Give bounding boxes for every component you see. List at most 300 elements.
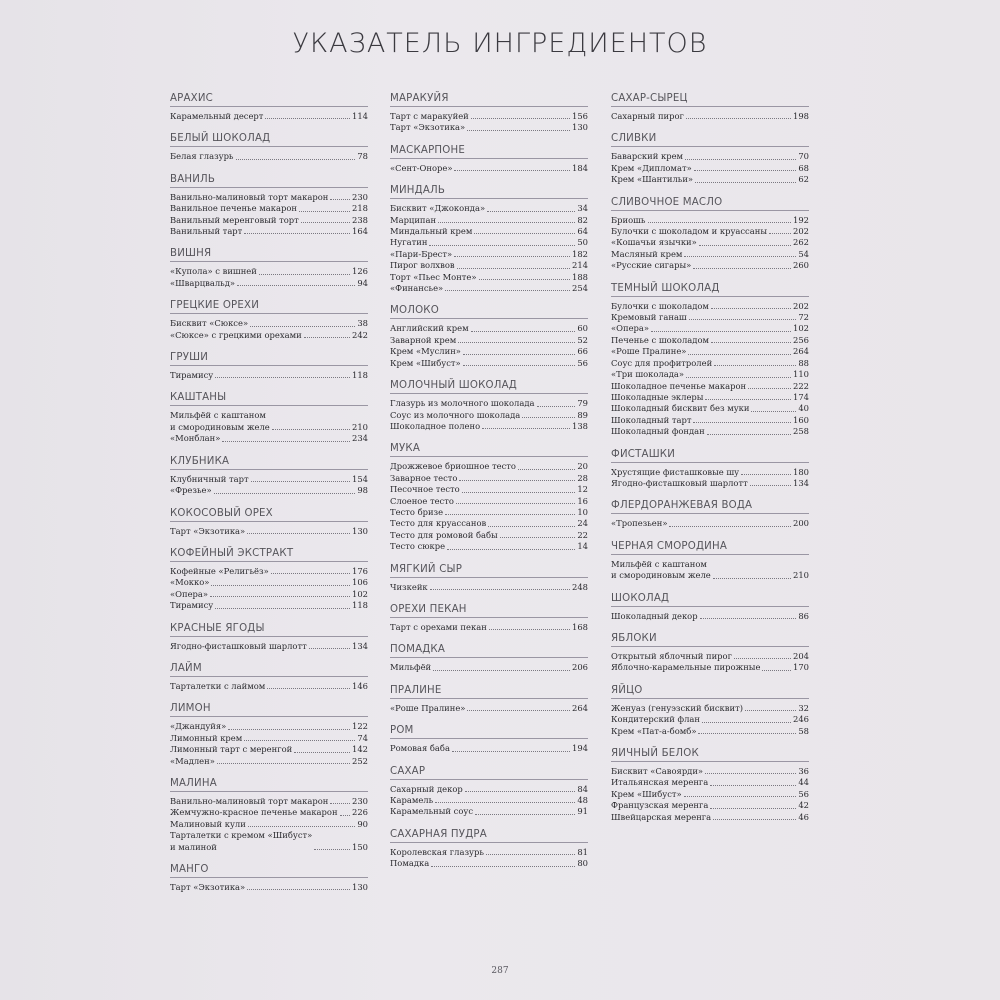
index-entry [611, 777, 809, 788]
entry-name: Малиновый кули [170, 818, 246, 829]
index-entry [611, 163, 809, 174]
entry-page-number: 130 [572, 122, 588, 133]
entry-page-number: 106 [352, 577, 368, 588]
page-number: 287 [491, 966, 509, 976]
index-entry [611, 335, 809, 346]
dot-leader [711, 308, 791, 309]
index-entry [611, 301, 809, 312]
section-heading: МУКА [390, 442, 588, 457]
dot-leader [710, 808, 796, 809]
index-entry [390, 622, 588, 633]
entry-page-number: 28 [577, 472, 588, 483]
index-entry [170, 733, 368, 744]
index-entry [170, 370, 368, 381]
index-entry [611, 215, 809, 226]
section-heading: РОМ [390, 724, 588, 739]
entry-name: «Мадлен» [170, 755, 215, 766]
entry-page-number: 214 [572, 260, 588, 271]
entry-name: Крем «Шибуст» [390, 357, 461, 368]
entry-page-number: 134 [352, 640, 368, 651]
entry-page-number: 102 [793, 323, 809, 334]
entry-name: Шоколадные эклеры [611, 391, 704, 402]
index-section [390, 304, 588, 369]
index-section [170, 132, 368, 162]
index-section [170, 455, 368, 497]
entry-page-number: 182 [572, 248, 588, 259]
entry-page-number: 81 [577, 846, 588, 857]
entry-name: Крем «Дипломат» [611, 162, 692, 173]
entry-name: Французская меренга [611, 800, 709, 811]
dot-leader [522, 417, 575, 418]
entry-page-number: 56 [577, 357, 588, 368]
dot-leader [537, 406, 576, 407]
entry-name: «Мокко» [170, 577, 210, 588]
index-entry [170, 600, 368, 611]
dot-leader [694, 170, 797, 171]
index-entry [390, 518, 588, 529]
index-entry [390, 703, 588, 714]
dot-leader [447, 549, 575, 550]
entry-name: Ромовая баба [390, 743, 450, 754]
index-section [390, 92, 588, 134]
section-heading: МОЛОЧНЫЙ ШОКОЛАД [390, 379, 588, 394]
entry-name: Шоколадный тарт [611, 414, 692, 425]
entry-name: «Сент-Оноре» [390, 162, 453, 173]
entry-page-number: 20 [577, 461, 588, 472]
section-heading: ОРЕХИ ПЕКАН [390, 603, 588, 618]
index-entry [390, 858, 588, 869]
index-entry [390, 215, 588, 226]
dot-leader [714, 365, 796, 366]
dot-leader [489, 629, 570, 630]
dot-leader [210, 596, 350, 597]
entry-page-number: 188 [572, 271, 588, 282]
section-heading: МЯГКИЙ СЫР [390, 563, 588, 578]
index-entry [611, 559, 809, 582]
entry-name: Булочки с шоколадом и круассаны [611, 226, 767, 237]
entry-name: Кондитерский флан [611, 714, 700, 725]
entry-page-number: 264 [793, 346, 809, 357]
entry-page-number: 88 [798, 357, 809, 368]
dot-leader [750, 485, 791, 486]
index-entry [390, 249, 588, 260]
index-section [611, 132, 809, 185]
entry-page-number: 64 [577, 226, 588, 237]
entry-name: «Три шоколада» [611, 369, 685, 380]
entry-name: «Джандуйя» [170, 721, 227, 732]
entry-name: Сахарный пирог [611, 111, 684, 121]
index-entry [390, 582, 588, 593]
entry-page-number: 12 [577, 484, 588, 495]
entry-name: Ванильно-малиновый торт макарон [170, 795, 329, 806]
entry-page-number: 194 [572, 743, 588, 754]
dot-leader [487, 211, 575, 212]
index-entry [170, 577, 368, 588]
index-entry [170, 111, 368, 122]
index-section [611, 196, 809, 272]
index-entry [390, 335, 588, 346]
entry-page-number: 230 [352, 191, 368, 202]
index-entry [170, 566, 368, 577]
entry-name: Тесто бризе [390, 506, 444, 517]
entry-name: Карамель [390, 795, 434, 805]
entry-page-number: 234 [352, 433, 368, 444]
dot-leader [454, 170, 570, 171]
index-entry [611, 260, 809, 271]
entry-name: Песочное тесто [390, 484, 460, 495]
entry-name: Сахарный декор [390, 783, 463, 794]
entry-page-number: 210 [352, 421, 368, 432]
dot-leader [471, 118, 570, 119]
entry-page-number: 262 [793, 237, 809, 248]
index-entry [611, 789, 809, 800]
section-heading: КАШТАНЫ [170, 391, 368, 406]
dot-leader [710, 785, 796, 786]
index-entry [390, 163, 588, 174]
dot-leader [500, 537, 576, 538]
index-column-2 [390, 92, 588, 880]
entry-name: Глазурь из молочного шоколада [390, 398, 535, 409]
section-heading: КОФЕЙНЫЙ ЭКСТРАКТ [170, 547, 368, 562]
entry-page-number: 150 [352, 841, 368, 852]
section-heading: ПРАЛИНЕ [390, 684, 588, 699]
dot-leader [471, 331, 576, 332]
index-entry [170, 330, 368, 341]
dot-leader [762, 670, 791, 671]
entry-page-number: 70 [798, 151, 809, 162]
entry-name: Миндальный крем [390, 226, 473, 237]
entry-name: Лимонный тарт с меренгой [170, 744, 293, 755]
dot-leader [215, 608, 350, 609]
entry-page-number: 192 [793, 214, 809, 225]
dot-leader [459, 480, 575, 481]
entry-name: Кофейные «Религьёз» [170, 565, 269, 576]
index-entry [390, 507, 588, 518]
dot-leader [294, 752, 350, 753]
entry-page-number: 68 [798, 162, 809, 173]
entry-name: «Кошачьи язычки» [611, 237, 697, 248]
index-entry [390, 743, 588, 754]
entry-page-number: 66 [577, 346, 588, 357]
index-section [170, 351, 368, 381]
entry-page-number: 46 [798, 811, 809, 822]
dot-leader [474, 233, 575, 234]
dot-leader [217, 763, 350, 764]
entry-name: Булочки с шоколадом [611, 300, 709, 311]
entry-page-number: 170 [793, 662, 809, 673]
index-entry [170, 226, 368, 237]
dot-leader [454, 256, 570, 257]
entry-name: Крем «Шантильи» [611, 174, 694, 185]
index-entry [170, 215, 368, 226]
entry-name: Ягодно-фисташковый шарлотт [611, 477, 748, 488]
dot-leader [247, 889, 350, 890]
index-entry [170, 589, 368, 600]
index-entry [611, 812, 809, 823]
section-heading: ГРЕЦКИЕ ОРЕХИ [170, 299, 368, 314]
entry-name: Королевская глазурь [390, 846, 484, 857]
dot-leader [462, 492, 576, 493]
entry-name: Женуаз (генуэзский бисквит) [611, 702, 743, 713]
entry-name: Печенье с шоколадом [611, 334, 709, 345]
entry-name: Тарт с маракуйей [390, 111, 469, 121]
index-entry [611, 766, 809, 777]
dot-leader [713, 819, 796, 820]
entry-page-number: 126 [352, 266, 368, 277]
entry-name: Шоколадный фондан [611, 426, 705, 437]
entry-name: Тарт «Экзотика» [170, 525, 246, 536]
entry-page-number: 62 [798, 174, 809, 185]
index-entry [170, 318, 368, 329]
entry-page-number: 248 [572, 581, 588, 592]
section-heading: ЯБЛОКИ [611, 632, 809, 647]
section-heading: ВАНИЛЬ [170, 173, 368, 188]
dot-leader [429, 245, 575, 246]
index-entry [170, 681, 368, 692]
entry-page-number: 90 [357, 818, 368, 829]
entry-name: Бриошь [611, 214, 646, 225]
index-section [170, 391, 368, 444]
entry-name: Тарталетки с лаймом [170, 680, 266, 691]
entry-page-number: 32 [798, 702, 809, 713]
dot-leader [433, 670, 570, 671]
index-section [170, 507, 368, 537]
entry-name: «Роше Пралине» [390, 702, 466, 713]
entry-name: Хрустящие фисташковые шу [611, 466, 740, 477]
dot-leader [251, 481, 350, 482]
entry-page-number: 260 [793, 260, 809, 271]
index-entry [611, 726, 809, 737]
entry-name: «Сюксе» с грецкими орехами [170, 329, 302, 340]
dot-leader [700, 618, 797, 619]
entry-page-number: 79 [577, 398, 588, 409]
entry-name: Шоколадный бисквит без муки [611, 403, 750, 414]
index-section [170, 702, 368, 767]
dot-leader [705, 773, 796, 774]
index-entry [611, 478, 809, 489]
section-heading: ТЕМНЫЙ ШОКОЛАД [611, 282, 809, 297]
entry-page-number: 154 [352, 473, 368, 484]
index-entry [611, 426, 809, 437]
entry-page-number: 80 [577, 858, 588, 869]
entry-page-number: 218 [352, 203, 368, 214]
entry-page-number: 138 [572, 420, 588, 431]
entry-page-number: 102 [352, 588, 368, 599]
entry-name: Мильфёй [390, 662, 432, 673]
entry-name: Помадка [390, 858, 430, 869]
index-entry [390, 226, 588, 237]
section-heading: ШОКОЛАД [611, 592, 809, 607]
dot-leader [215, 377, 350, 378]
section-heading: МАСКАРПОНЕ [390, 144, 588, 159]
dot-leader [457, 268, 570, 269]
entry-name: «Опера» [611, 323, 650, 334]
entry-page-number: 36 [798, 766, 809, 776]
entry-page-number: 198 [793, 111, 809, 121]
entry-page-number: 230 [352, 795, 368, 806]
dot-leader [265, 118, 350, 119]
index-entry [611, 111, 809, 122]
entry-name: «Купола» с вишней [170, 266, 257, 277]
entry-name: «Пари-Брест» [390, 248, 453, 259]
dot-leader [267, 688, 350, 689]
index-entry [390, 847, 588, 858]
index-entry [611, 381, 809, 392]
index-entry [170, 151, 368, 162]
index-entry [390, 122, 588, 133]
index-entry [390, 398, 588, 409]
index-entry [390, 260, 588, 271]
section-heading: ВИШНЯ [170, 247, 368, 262]
dot-leader [214, 493, 356, 494]
entry-name: Английский крем [390, 323, 469, 334]
entry-name: «Шварцвальд» [170, 277, 236, 288]
index-section [170, 863, 368, 893]
index-section [390, 144, 588, 174]
index-entry [390, 806, 588, 817]
entry-name: Швейцарская меренга [611, 811, 712, 822]
entry-name: Дрожжевое бриошное тесто [390, 461, 516, 472]
entry-name: «Фрезье» [170, 485, 212, 496]
dot-leader [689, 319, 797, 320]
index-entry [390, 346, 588, 357]
dot-leader [430, 589, 570, 590]
index-entry [390, 283, 588, 294]
entry-name: Мильфёй с каштаном и смородиновым желе [170, 410, 270, 432]
index-entry [611, 312, 809, 323]
index-entry [390, 530, 588, 541]
dot-leader [271, 573, 350, 574]
section-heading: МАЛИНА [170, 777, 368, 792]
entry-name: Открытый яблочный пирог [611, 650, 732, 661]
dot-leader [686, 377, 791, 378]
section-heading: СЛИВОЧНОЕ МАСЛО [611, 196, 809, 211]
dot-leader [304, 337, 350, 338]
entry-page-number: 14 [577, 541, 588, 552]
index-entry [170, 819, 368, 830]
entry-name: Бисквит «Джоконда» [390, 203, 486, 214]
entry-name: Бисквит «Савоярди» [611, 766, 704, 776]
dot-leader [734, 658, 791, 659]
dot-leader [648, 222, 792, 223]
index-section [611, 747, 809, 823]
entry-page-number: 200 [793, 518, 809, 529]
dot-leader [465, 791, 576, 792]
section-heading: ЧЕРНАЯ СМОРОДИНА [611, 540, 809, 555]
dot-leader [330, 803, 350, 804]
dot-leader [259, 274, 350, 275]
entry-page-number: 130 [352, 525, 368, 536]
dot-leader [702, 722, 791, 723]
index-section [170, 547, 368, 612]
entry-page-number: 42 [798, 800, 809, 811]
index-section [170, 247, 368, 289]
index-entry [611, 174, 809, 185]
section-heading: САХАРНАЯ ПУДРА [390, 828, 588, 843]
entry-page-number: 38 [357, 318, 368, 329]
index-section [390, 684, 588, 714]
index-entry [170, 278, 368, 289]
entry-name: Пирог волхвов [390, 260, 455, 271]
index-entry [170, 526, 368, 537]
index-entry [611, 703, 809, 714]
entry-page-number: 84 [577, 783, 588, 794]
index-entry [170, 641, 368, 652]
entry-name: Клубничный тарт [170, 473, 249, 484]
section-heading: МАРАКУЙЯ [390, 92, 588, 107]
entry-name: Марципан [390, 214, 437, 225]
entry-name: Шоколадное полено [390, 420, 481, 431]
dot-leader [695, 182, 796, 183]
index-section [390, 184, 588, 294]
entry-page-number: 94 [357, 277, 368, 288]
dot-leader [748, 388, 791, 389]
index-entry [170, 266, 368, 277]
dot-leader [751, 411, 796, 412]
dot-leader [707, 434, 791, 435]
index-section [611, 92, 809, 122]
index-entry [170, 474, 368, 485]
section-heading: СЛИВКИ [611, 132, 809, 147]
index-entry [611, 151, 809, 162]
entry-name: Карамельный десерт [170, 111, 264, 121]
index-section [611, 448, 809, 490]
entry-page-number: 246 [793, 714, 809, 725]
section-heading: ЯИЧНЫЙ БЕЛОК [611, 747, 809, 762]
entry-page-number: 164 [352, 226, 368, 237]
entry-page-number: 254 [572, 283, 588, 294]
entry-page-number: 130 [352, 882, 368, 892]
index-entry [611, 662, 809, 673]
index-entry [390, 662, 588, 673]
index-section [390, 643, 588, 673]
dot-leader [248, 826, 356, 827]
entry-name: Итальянская меренга [611, 777, 709, 788]
index-entry [611, 611, 809, 622]
entry-page-number: 118 [352, 370, 368, 381]
entry-page-number: 180 [793, 466, 809, 477]
entry-page-number: 160 [793, 414, 809, 425]
dot-leader [228, 729, 350, 730]
dot-leader [685, 159, 796, 160]
dot-leader [301, 222, 350, 223]
entry-page-number: 134 [793, 477, 809, 488]
section-heading: МАНГО [170, 863, 368, 878]
entry-name: Жемчужно-красное печенье макарон [170, 807, 338, 818]
index-section [611, 499, 809, 529]
index-section [170, 299, 368, 341]
section-heading: САХАР [390, 765, 588, 780]
dot-leader [713, 578, 791, 579]
section-heading: АРАХИС [170, 92, 368, 107]
entry-page-number: 86 [798, 610, 809, 621]
entry-page-number: 16 [577, 495, 588, 506]
index-entry [390, 795, 588, 806]
dot-leader [340, 815, 350, 816]
entry-name: Тарт «Экзотика» [170, 882, 246, 892]
entry-page-number: 222 [793, 380, 809, 391]
dot-leader [314, 849, 350, 850]
entry-name: Мильфёй с каштаном и смородиновым желе [611, 558, 711, 581]
dot-leader [211, 585, 350, 586]
index-entry [390, 272, 588, 283]
dot-leader [445, 514, 575, 515]
entry-page-number: 264 [572, 702, 588, 713]
entry-name: Карамельный соус [390, 806, 474, 817]
entry-page-number: 110 [793, 369, 809, 380]
entry-page-number: 210 [793, 570, 809, 581]
section-heading: КОКОСОВЫЙ ОРЕХ [170, 507, 368, 522]
